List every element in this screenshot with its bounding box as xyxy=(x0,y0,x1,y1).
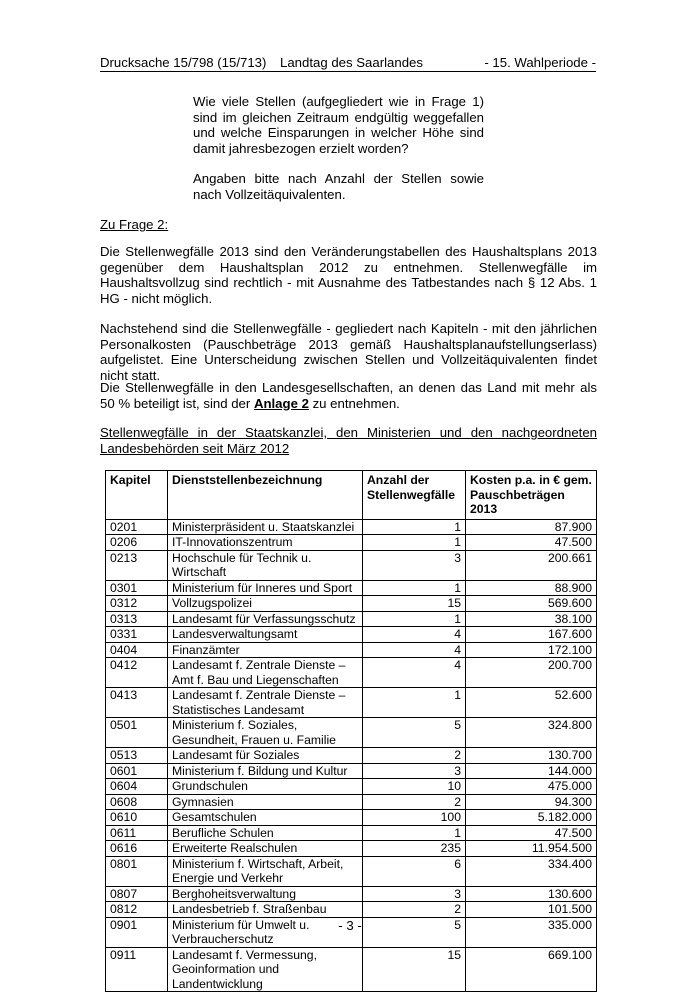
cell-kapitel: 0201 xyxy=(106,519,168,535)
question-note: Angaben bitte nach Anzahl der Stellen sowie nach Vollzeitäquivalenten. xyxy=(193,171,484,202)
page-header xyxy=(100,55,596,72)
legislative-period: - 15. Wahlperiode - xyxy=(484,55,596,70)
cell-kapitel: 0501 xyxy=(106,718,168,748)
cell-anzahl: 4 xyxy=(363,627,466,643)
cell-anzahl: 6 xyxy=(363,856,466,886)
question-text: Wie viele Stellen (aufgegliedert wie in Frage 1) sind im gleichen Zeitraum endgültig weggefallen und welche Einsparungen in welcher Höhe sind damit jahresbezogen erzielt worden? xyxy=(193,94,484,156)
cell-anzahl: 1 xyxy=(363,825,466,841)
table-row xyxy=(106,642,597,658)
cell-dienststelle: Landesamt f. Zentrale Dienste – Statistisches Landesamt xyxy=(168,688,363,718)
cell-anzahl: 3 xyxy=(363,886,466,902)
cell-kosten: 88.900 xyxy=(466,580,597,596)
cell-kosten: 47.500 xyxy=(466,825,597,841)
cell-kosten: 101.500 xyxy=(466,902,597,918)
paragraph-3-text: Die Stellenwegfälle in den Landesgesellschaften, an denen das Land mit mehr als 50 % beteiligt ist, sind der xyxy=(100,380,597,411)
cell-kosten: 200.661 xyxy=(466,550,597,580)
table-row xyxy=(106,550,597,580)
cell-anzahl: 235 xyxy=(363,841,466,857)
cell-kapitel: 0611 xyxy=(106,825,168,841)
answer-paragraph-2: Nachstehend sind die Stellenwegfälle - gegliedert nach Kapiteln - mit den jährlichen Personalkosten (Pauschbeträge 2013 gemäß Haushaltsplanaufstellungserlass) aufgelistet. Eine Unterscheidung zwischen Stellen und Vollzeitäquivalenten findet nicht statt. xyxy=(100,321,597,383)
cell-anzahl: 2 xyxy=(363,794,466,810)
cell-anzahl: 1 xyxy=(363,580,466,596)
table-row xyxy=(106,580,597,596)
cell-anzahl: 1 xyxy=(363,519,466,535)
table-row xyxy=(106,611,597,627)
answer-heading: Zu Frage 2: xyxy=(100,217,169,232)
table-row xyxy=(106,748,597,764)
header-dienststelle: Dienststellenbezeichnung xyxy=(168,471,363,520)
table-row xyxy=(106,688,597,718)
table-row xyxy=(106,841,597,857)
cell-dienststelle: Ministerpräsident u. Staatskanzlei xyxy=(168,519,363,535)
table-row xyxy=(106,825,597,841)
cell-kapitel: 0206 xyxy=(106,535,168,551)
cell-kosten: 475.000 xyxy=(466,779,597,795)
table-row xyxy=(106,779,597,795)
cell-anzahl: 15 xyxy=(363,596,466,612)
cell-kosten: 200.700 xyxy=(466,658,597,688)
cell-dienststelle: Finanzämter xyxy=(168,642,363,658)
cell-anzahl: 5 xyxy=(363,917,466,947)
table-row xyxy=(106,856,597,886)
cell-kosten: 669.100 xyxy=(466,947,597,992)
cell-dienststelle: Ministerium für Inneres und Sport xyxy=(168,580,363,596)
cell-anzahl: 4 xyxy=(363,658,466,688)
cell-kosten: 47.500 xyxy=(466,535,597,551)
cell-kosten: 5.182.000 xyxy=(466,810,597,826)
cell-dienststelle: Berufliche Schulen xyxy=(168,825,363,841)
cell-kosten: 130.700 xyxy=(466,748,597,764)
answer-paragraph-3 xyxy=(100,380,597,411)
cell-kapitel: 0513 xyxy=(106,748,168,764)
cell-dienststelle: Landesamt f. Vermessung, Geoinformation und Landentwicklung xyxy=(168,947,363,992)
cell-kapitel: 0413 xyxy=(106,688,168,718)
cell-kapitel: 0331 xyxy=(106,627,168,643)
cell-dienststelle: Grundschulen xyxy=(168,779,363,795)
table-caption: Stellenwegfälle in der Staatskanzlei, den Ministerien und den nachgeordneten Landesbehörden seit März 2012 xyxy=(100,425,597,456)
cell-anzahl: 5 xyxy=(363,718,466,748)
cell-dienststelle: Landesamt f. Zentrale Dienste – Amt f. Bau und Liegenschaften xyxy=(168,658,363,688)
cell-kapitel: 0911 xyxy=(106,947,168,992)
cell-kosten: 334.400 xyxy=(466,856,597,886)
cell-anzahl: 3 xyxy=(363,763,466,779)
cell-dienststelle: Landesverwaltungsamt xyxy=(168,627,363,643)
header-kapitel: Kapitel xyxy=(106,471,168,520)
table-row xyxy=(106,810,597,826)
parliament-name: Landtag des Saarlandes xyxy=(280,55,423,70)
cell-kapitel: 0404 xyxy=(106,642,168,658)
cell-anzahl: 2 xyxy=(363,748,466,764)
cell-kosten: 38.100 xyxy=(466,611,597,627)
table-header-row xyxy=(106,471,597,520)
table-row xyxy=(106,794,597,810)
cell-dienststelle: Erweiterte Realschulen xyxy=(168,841,363,857)
cell-kapitel: 0301 xyxy=(106,580,168,596)
table-row xyxy=(106,718,597,748)
cell-dienststelle: Ministerium f. Bildung und Kultur xyxy=(168,763,363,779)
anlage-2-reference[interactable]: Anlage 2 xyxy=(253,395,309,411)
table-row xyxy=(106,519,597,535)
header-anzahl: Anzahl der Stellenwegfälle xyxy=(363,471,466,520)
cell-dienststelle: Gymnasien xyxy=(168,794,363,810)
cell-kapitel: 0610 xyxy=(106,810,168,826)
answer-paragraph-1: Die Stellenwegfälle 2013 sind den Veränderungstabellen des Haushaltsplans 2013 gegenüber dem Haushaltsplan 2012 zu entnehmen. Stellenwegfälle im Haushaltsvollzug sind rechtlich - mit Ausnahme des Tatbestandes nach § 12 Abs. 1 HG - nicht möglich. xyxy=(100,244,597,306)
cell-dienststelle: Ministerium für Umwelt u. Verbraucherschutz xyxy=(168,917,363,947)
cell-dienststelle: Vollzugspolizei xyxy=(168,596,363,612)
cell-kapitel: 0213 xyxy=(106,550,168,580)
table-row xyxy=(106,886,597,902)
cell-kapitel: 0313 xyxy=(106,611,168,627)
cell-dienststelle: Ministerium f. Wirtschaft, Arbeit, Energie und Verkehr xyxy=(168,856,363,886)
cell-dienststelle: IT-Innovationszentrum xyxy=(168,535,363,551)
cell-kapitel: 0901 xyxy=(106,917,168,947)
table-row xyxy=(106,627,597,643)
paragraph-3-end: zu entnehmen. xyxy=(308,395,400,411)
cell-dienststelle: Gesamtschulen xyxy=(168,810,363,826)
cell-dienststelle: Hochschule für Technik u. Wirtschaft xyxy=(168,550,363,580)
table-row xyxy=(106,763,597,779)
cell-kosten: 52.600 xyxy=(466,688,597,718)
cell-anzahl: 2 xyxy=(363,902,466,918)
cell-anzahl: 15 xyxy=(363,947,466,992)
cell-kapitel: 0801 xyxy=(106,856,168,886)
header-kosten: Kosten p.a. in € gem. Pauschbeträgen 2013 xyxy=(466,471,597,520)
cell-dienststelle: Berghoheitsverwaltung xyxy=(168,886,363,902)
cell-anzahl: 4 xyxy=(363,642,466,658)
table-row xyxy=(106,596,597,612)
cell-kapitel: 0604 xyxy=(106,779,168,795)
cell-kosten: 324.800 xyxy=(466,718,597,748)
cell-anzahl: 10 xyxy=(363,779,466,795)
cell-dienststelle: Landesbetrieb f. Straßenbau xyxy=(168,902,363,918)
cell-kapitel: 0807 xyxy=(106,886,168,902)
cell-kapitel: 0608 xyxy=(106,794,168,810)
cell-anzahl: 1 xyxy=(363,688,466,718)
cell-kosten: 335.000 xyxy=(466,917,597,947)
cell-anzahl: 3 xyxy=(363,550,466,580)
table-row xyxy=(106,535,597,551)
cell-kapitel: 0616 xyxy=(106,841,168,857)
cell-kosten: 11.954.500 xyxy=(466,841,597,857)
table-row xyxy=(106,947,597,992)
cell-kosten: 94.300 xyxy=(466,794,597,810)
document-number: Drucksache 15/798 (15/713) xyxy=(100,55,267,70)
cell-kapitel: 0601 xyxy=(106,763,168,779)
page-number: - 3 - xyxy=(338,918,362,933)
cell-kapitel: 0812 xyxy=(106,902,168,918)
cell-kosten: 144.000 xyxy=(466,763,597,779)
stellenwegfaelle-table xyxy=(105,470,597,992)
cell-kosten: 172.100 xyxy=(466,642,597,658)
cell-kosten: 130.600 xyxy=(466,886,597,902)
cell-kapitel: 0312 xyxy=(106,596,168,612)
cell-anzahl: 1 xyxy=(363,611,466,627)
cell-kosten: 87.900 xyxy=(466,519,597,535)
cell-anzahl: 1 xyxy=(363,535,466,551)
cell-kosten: 569.600 xyxy=(466,596,597,612)
cell-anzahl: 100 xyxy=(363,810,466,826)
cell-dienststelle: Landesamt für Soziales xyxy=(168,748,363,764)
table-row xyxy=(106,902,597,918)
table-row xyxy=(106,658,597,688)
cell-dienststelle: Ministerium f. Soziales, Gesundheit, Frauen u. Familie xyxy=(168,718,363,748)
cell-kosten: 167.600 xyxy=(466,627,597,643)
cell-kapitel: 0412 xyxy=(106,658,168,688)
cell-dienststelle: Landesamt für Verfassungsschutz xyxy=(168,611,363,627)
